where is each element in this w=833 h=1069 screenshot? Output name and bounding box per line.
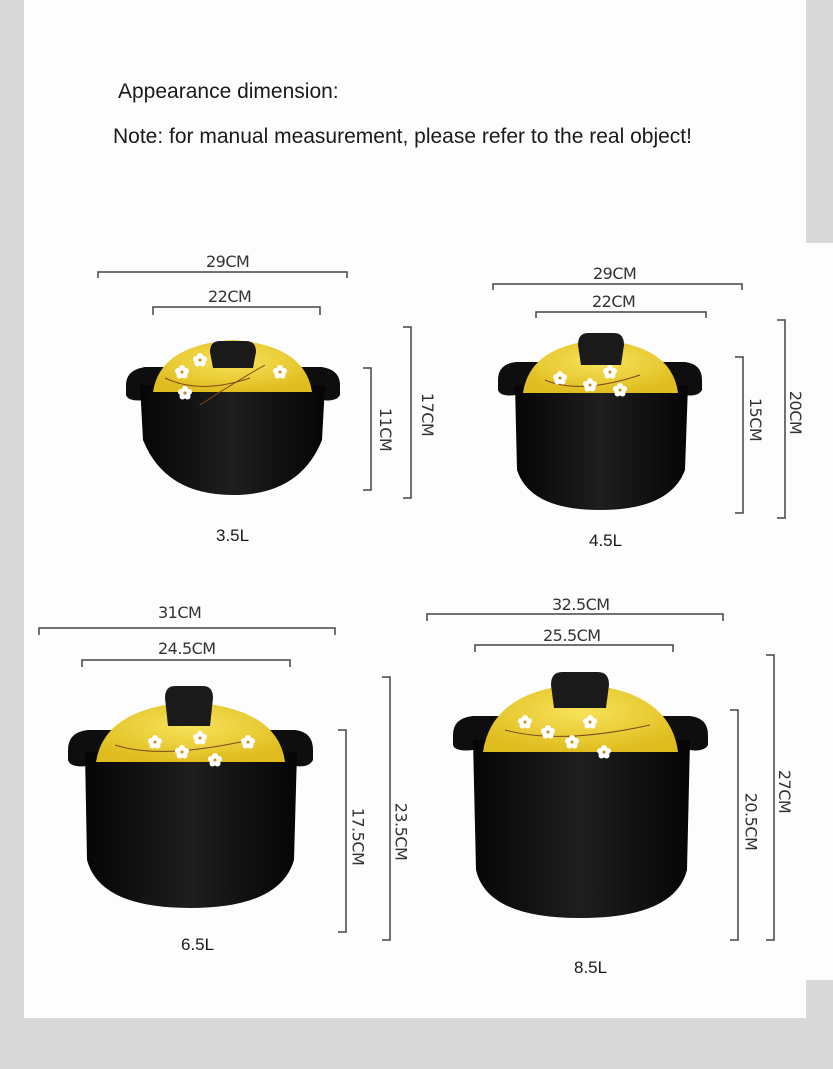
pot-6.5L-outer-width: 31CM [158, 603, 202, 622]
pot-8.5L-volume: 8.5L [574, 958, 608, 977]
pot-6.5L-body-height: 17.5CM [348, 807, 368, 866]
pot-3.5L-volume: 3.5L [216, 526, 250, 545]
pot-4.5L-outer-width: 29CM [593, 264, 637, 283]
pot-6.5L-image [68, 686, 313, 908]
pot-3.5L-total-height: 17CM [418, 392, 438, 437]
pot-6.5L-inner-width: 24.5CM [158, 639, 216, 658]
pot-4.5L-total-height: 20CM [786, 390, 806, 435]
pot-3.5L-body-height: 11CM [376, 407, 396, 452]
pot-4.5L-body-height: 15CM [746, 397, 766, 442]
page-title: Appearance dimension: [118, 80, 339, 103]
pot-3.5L-inner-width: 22CM [208, 287, 252, 306]
pot-8.5L-total-height: 27CM [775, 769, 795, 814]
pot-4.5L-inner-width: 22CM [592, 292, 636, 311]
pot-6.5L-volume: 6.5L [181, 935, 215, 954]
pot-4.5L-volume: 4.5L [589, 531, 623, 550]
pot-8.5L-image [453, 672, 708, 918]
pot-3.5L-outer-width: 29CM [206, 252, 250, 271]
pot-3.5L-image [126, 340, 340, 495]
pot-8.5L-body-height: 20.5CM [741, 792, 761, 851]
pot-6.5L-total-height: 23.5CM [391, 802, 411, 861]
pot-4.5L-image [498, 333, 702, 510]
measurement-note: Note: for manual measurement, please refer to the real object! [113, 125, 692, 148]
pot-8.5L-outer-width: 32.5CM [552, 595, 610, 614]
pot-8.5L-inner-width: 25.5CM [543, 626, 601, 645]
